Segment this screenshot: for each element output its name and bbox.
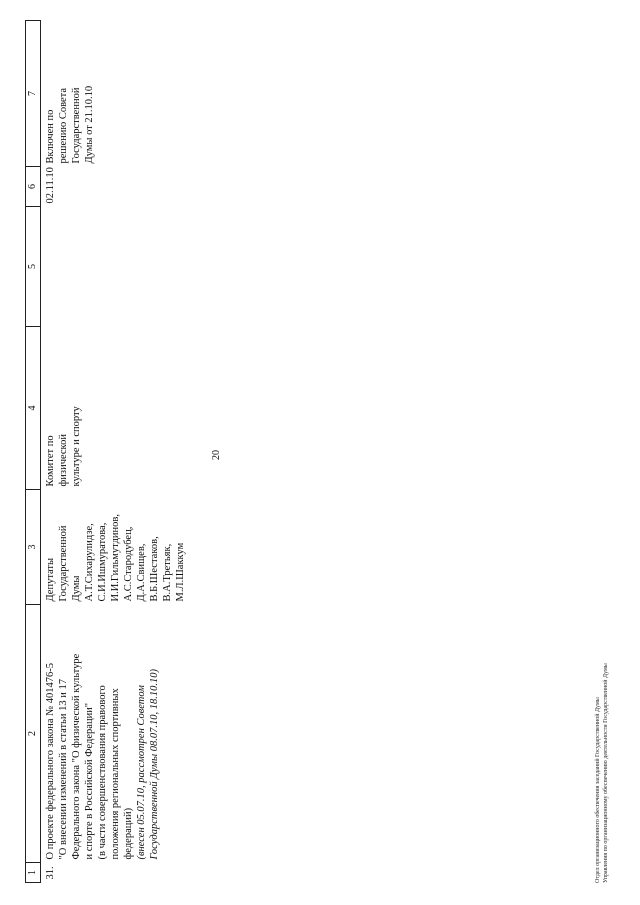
initiator-line: С.И.Ишмуратова,	[97, 522, 108, 602]
note-line: Государственной	[71, 87, 82, 164]
column-header-5: 5	[26, 207, 41, 327]
agenda-table	[25, 20, 187, 883]
bill-description	[41, 605, 188, 863]
description-line: и спорте в Российской Федерации"	[84, 702, 95, 860]
description-line: положения региональных спортивных	[110, 688, 121, 860]
column-header-1: 1	[26, 863, 41, 883]
submission-note-line: (внесен 05.07.10, рассмотрен Советом	[136, 685, 147, 860]
inclusion-note	[41, 21, 188, 167]
column-header-3: 3	[26, 490, 41, 605]
initiator-line: Государственной	[58, 525, 69, 602]
column-header-6: 6	[26, 167, 41, 207]
committee-line: Комитет по	[45, 435, 56, 487]
page-number: 20	[211, 450, 222, 460]
submission-note-line: Государственной Думы 08.07.10, 18.10.10)	[149, 669, 160, 860]
description-line: О проекте федерального закона № 401476-5	[45, 662, 56, 860]
note-line: Думы от 21.10.10	[84, 85, 95, 164]
committee	[41, 327, 188, 490]
initiator-line: А.Т.Сихарулидзе,	[84, 523, 95, 602]
column-header-4: 4	[26, 327, 41, 490]
initiator-line: И.И.Гильмутдинов,	[110, 514, 121, 602]
description-line: Федерального закона "О физической культуре	[71, 653, 82, 860]
description-line: федераций)	[123, 807, 134, 860]
description-line: "О внесении изменений в статьи 13 и 17	[58, 679, 69, 860]
row-number: 31.	[45, 866, 56, 880]
initiator-line: М.Л.Шаккум	[175, 542, 186, 602]
initiator-line: Д.А.Свищев,	[136, 543, 147, 602]
column-header-2: 2	[26, 605, 41, 863]
column-5-cell	[41, 207, 188, 327]
committee-line: физической	[58, 434, 69, 487]
note-line: решению Совета	[58, 87, 69, 164]
review-date: 02.11.10	[45, 167, 56, 204]
column-number-row	[26, 21, 41, 883]
table-row	[41, 21, 188, 883]
description-line: (в части совершенствования правового	[97, 685, 108, 860]
page-footer	[594, 663, 610, 883]
column-header-7: 7	[26, 21, 41, 167]
initiators	[41, 490, 188, 605]
initiator-line: В.Б.Шестаков,	[149, 536, 160, 602]
note-line: Включен по	[45, 109, 56, 164]
committee-line: культуре и спорту	[71, 406, 82, 487]
footer-line: Отдел организационного обеспечения заседаний Государственной Думы	[595, 697, 601, 883]
initiator-line: Депутаты	[45, 557, 56, 602]
initiator-line: В.А.Третьяк,	[162, 543, 173, 602]
footer-line: Управления по организационному обеспечению деятельности Государственной Думы	[603, 663, 609, 883]
initiator-line: А.С.Стародубец,	[123, 526, 134, 602]
initiator-line: Думы	[71, 575, 82, 602]
